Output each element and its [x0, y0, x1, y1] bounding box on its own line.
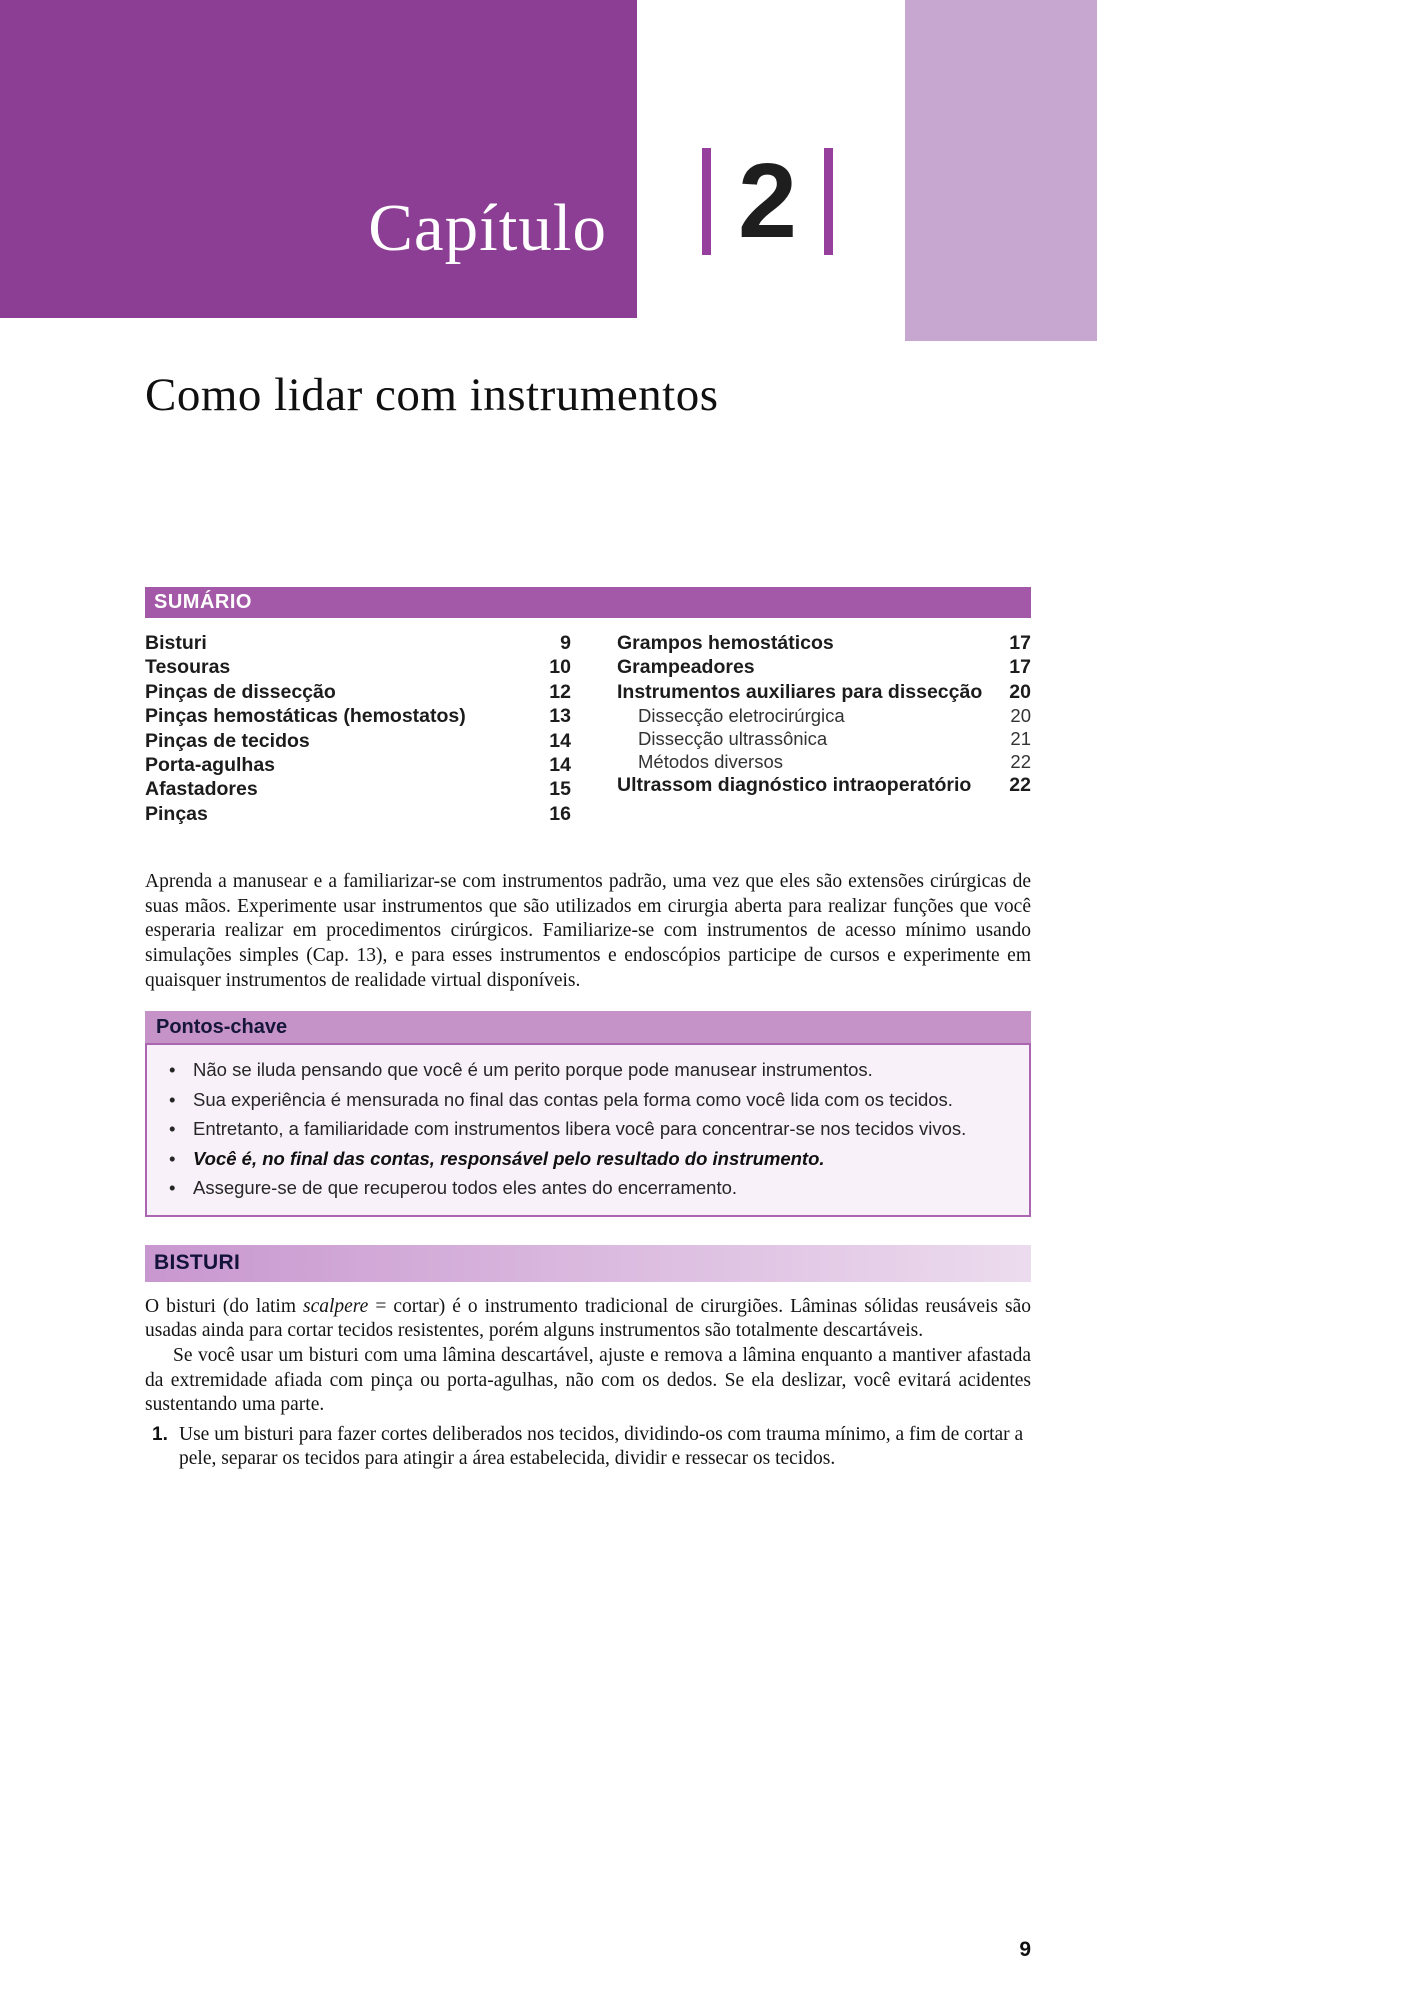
toc-entry [617, 631, 1031, 655]
toc-subentry [617, 704, 1031, 727]
toc-entry-label: Métodos diversos [638, 751, 783, 773]
key-points-list [155, 1055, 1019, 1203]
toc-entry [145, 753, 571, 777]
toc-entry-page: 13 [549, 705, 571, 728]
intro-paragraph: Aprenda a manusear e a familiarizar-se com instrumentos padrão, uma vez que eles são extensões cirúrgicas de suas mãos. Experimente usar instrumentos que são utilizados em cirurgia aberta para realizar funções que você esperaria realizar em procedimentos cirúrgicos. Familiarize-se com instrumentos de acesso mínimo usando simulações simples (Cap. 13), e para esses instrumentos e endoscópios participe de cursos e experimente em quaisquer instrumentos de realidade virtual disponíveis. [145, 871, 1031, 991]
key-point-item [155, 1114, 1019, 1144]
page-number: 9 [1019, 1938, 1031, 1961]
key-points-header-bar [145, 1011, 1031, 1043]
toc-entry-label: Pinças [145, 802, 208, 825]
toc-entry [145, 777, 571, 801]
toc-entry-page: 16 [549, 802, 571, 825]
toc-subentry [617, 727, 1031, 750]
key-point-text: Entretanto, a familiaridade com instrumentos libera você para concentrar-se nos tecidos vivos. [193, 1118, 967, 1140]
bullet-icon: • [169, 1147, 176, 1169]
toc-entry-page: 9 [560, 632, 571, 654]
decor-bar-right [824, 148, 833, 255]
decor-bar-left [702, 148, 711, 255]
toc-entry-label: Afastadores [145, 778, 258, 801]
toc-entry-label: Pinças de tecidos [145, 729, 310, 752]
chapter-number: 2 [738, 141, 797, 260]
toc-entry [145, 704, 571, 728]
chapter-title: Como lidar com instrumentos [145, 369, 719, 421]
chapter-banner [0, 0, 637, 318]
toc-entry-label: Porta-agulhas [145, 754, 276, 777]
bisturi-paragraph-1 [145, 1295, 1031, 1344]
toc-entry-page: 22 [1009, 774, 1031, 797]
toc-entry [145, 655, 571, 679]
toc-entry [145, 729, 571, 753]
toc-entry-page: 15 [549, 778, 571, 801]
toc-entry-label: Pinças hemostáticas (hemostatos) [145, 705, 466, 728]
toc-entry [145, 680, 571, 704]
toc-entry-label: Grampos hemostáticos [617, 632, 834, 654]
bullet-icon: • [169, 1118, 176, 1140]
toc-entry-label: Dissecção ultrassônica [638, 728, 828, 750]
bullet-icon: • [169, 1059, 176, 1081]
section-header-bisturi-label: BISTURI [154, 1251, 241, 1275]
key-point-item [155, 1085, 1019, 1115]
toc-entry-page: 17 [1009, 632, 1031, 654]
toc-entry-label: Bisturi [145, 632, 207, 654]
decor-lavender-block [905, 0, 1097, 341]
toc-entry-label: Instrumentos auxiliares para dissecção [617, 680, 983, 703]
toc-entry-label: Grampeadores [617, 656, 755, 679]
key-point-text: Não se iluda pensando que você é um perito porque pode manusear instrumentos. [193, 1059, 873, 1081]
toc-entry-label: Tesouras [145, 656, 231, 679]
paragraph-text: = cortar) é o instrumento tradicional de cirurgiões. Lâminas sólidas reusáveis são usadas ainda para cortar tecidos resistentes, porém alguns instrumentos são totalmente descartáveis. [145, 1295, 1031, 1342]
toc-entry-page: 14 [549, 729, 571, 752]
chapter-label: Capítulo [368, 191, 607, 265]
toc-entry-label: Pinças de dissecção [145, 680, 336, 703]
toc-column-left [145, 631, 571, 826]
list-item-number: 1. [152, 1423, 168, 1445]
key-point-item [155, 1173, 1019, 1203]
toc-entry-page: 20 [1010, 705, 1031, 727]
key-points-header-label: Pontos-chave [156, 1015, 288, 1038]
toc-entry [617, 773, 1031, 797]
toc-entry [617, 680, 1031, 704]
bullet-icon: • [169, 1088, 176, 1110]
latin-term-italic: scalpere [302, 1295, 369, 1317]
key-point-text: Assegure-se de que recuperou todos eles antes do encerramento. [193, 1177, 738, 1199]
paragraph-text: O bisturi (do latim [145, 1295, 303, 1317]
toc-entry-label: Dissecção eletrocirúrgica [638, 705, 845, 727]
toc-subentry [617, 750, 1031, 773]
key-points-box [145, 1043, 1031, 1217]
list-item-text: Use um bisturi para fazer cortes deliberados nos tecidos, dividindo-os com trauma mínimo, a fim de cortar a pele, separar os tecidos para atingir a área estabelecida, dividir e ressecar os tecidos. [179, 1423, 1024, 1470]
toc-entry-page: 21 [1010, 728, 1031, 750]
toc-entry-page: 10 [549, 656, 571, 679]
toc-entry-page: 20 [1009, 680, 1031, 703]
key-point-item [155, 1055, 1019, 1085]
toc-entry-page: 14 [549, 754, 571, 777]
toc-column-right [617, 631, 1031, 826]
toc-entry-page: 12 [549, 680, 571, 703]
toc-entry [145, 631, 571, 655]
summary-header-bar [145, 587, 1031, 618]
summary-toc [145, 631, 1031, 826]
bisturi-list-item-1 [145, 1423, 1031, 1472]
key-point-item [155, 1144, 1019, 1174]
chapter-number-block [702, 141, 833, 260]
bullet-icon: • [169, 1177, 176, 1199]
summary-header-label: SUMÁRIO [154, 591, 252, 613]
page-content [145, 587, 1031, 1472]
toc-entry-label: Ultrassom diagnóstico intraoperatório [617, 774, 972, 797]
toc-entry [617, 655, 1031, 679]
key-point-text: Sua experiência é mensurada no final das contas pela forma como você lida com os tecidos. [193, 1088, 953, 1110]
section-header-bisturi [145, 1245, 1031, 1282]
toc-entry-page: 22 [1010, 751, 1031, 773]
bisturi-paragraph-2: Se você usar um bisturi com uma lâmina descartável, ajuste e remova a lâmina enquanto a mantiver afastada da extremidade afiada com pinça ou porta-agulhas, não com os dedos. Se ela deslizar, você evitará acidentes sustentando uma parte. [145, 1344, 1031, 1416]
toc-entry-page: 17 [1009, 656, 1031, 679]
key-point-text: Você é, no final das contas, responsável pelo resultado do instrumento. [193, 1147, 825, 1169]
toc-entry [145, 802, 571, 826]
